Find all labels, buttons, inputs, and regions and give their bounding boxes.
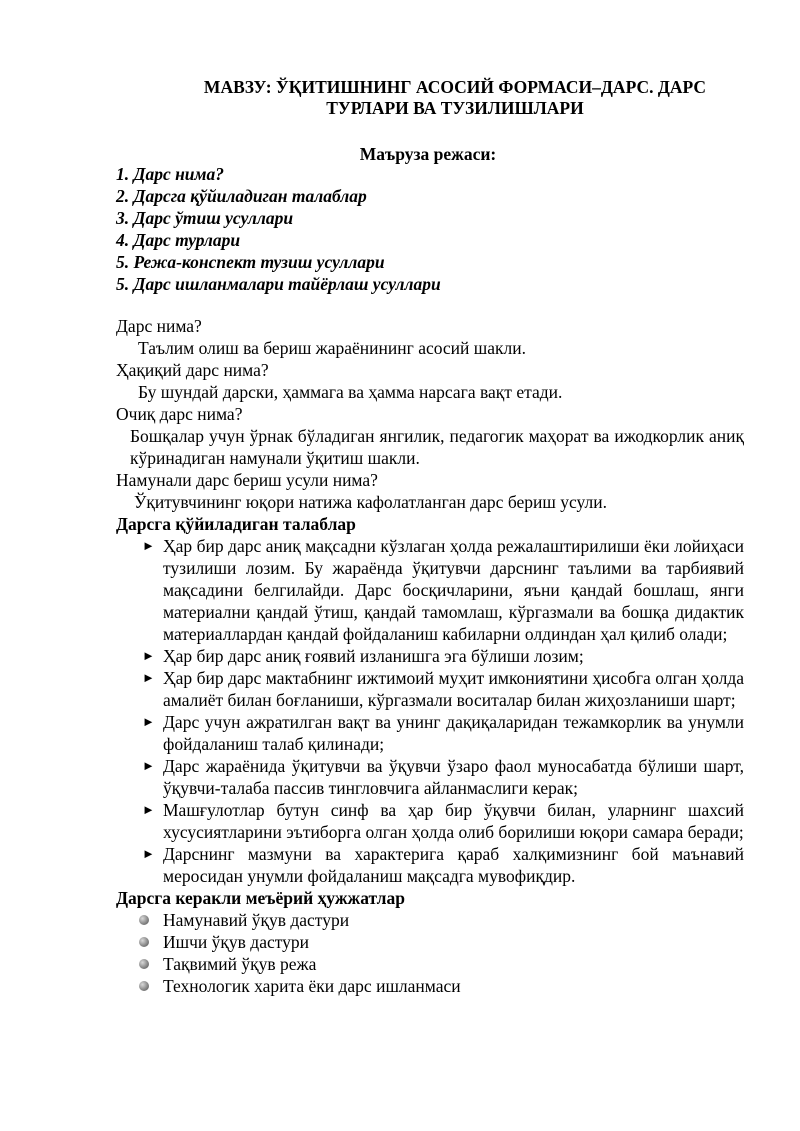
requirement-text: Дарс жараёнида ўқитувчи ва ўқувчи ўзаро фаол муносабатда бўлиши шарт, ўқувчи-талаба пассив тингловчига айланмаслиги керак; [163,756,744,798]
question-1: Дарс нима? [116,316,202,336]
requirements-list [116,535,744,887]
requirement-text: Ҳар бир дарс мактабнинг ижтимоий муҳит имкониятини ҳисобга олган ҳолда амалиёт билан боғланиши, кўргазмали воситалар билан жиҳозланиши шарт; [163,668,744,710]
requirement-item [116,667,744,711]
question-4: Намунали дарс бериш усули нима? [116,470,378,490]
question-2: Ҳақиқий дарс нима? [116,360,269,380]
plan-item: 4. Дарс турлари [116,230,241,250]
answer-4: Ўқитувчининг юқори натижа кафолатланган дарс бериш усули. [134,492,607,512]
requirement-text: Дарснинг мазмуни ва характерига қараб халқимизнинг бой маънавий меросидан унумли фойдаланиш мақсадга мувофиқдир. [163,844,744,886]
triangle-bullet-icon: ► [142,714,155,729]
question-3: Очиқ дарс нима? [116,404,243,424]
answer-1: Таълим олиш ва бериш жараёнининг асосий шакли. [138,338,526,358]
requirement-item [116,535,744,645]
answer-3: Бошқалар учун ўрнак бўладиган янгилик, педагогик маҳорат ва ижодкорлик аниқ кўринадиган намунали ўқитиш шакли. [130,426,744,468]
round-bullet-icon [139,937,149,947]
document-item-text: Тақвимий ўқув режа [163,954,317,974]
requirement-item [116,645,744,667]
triangle-bullet-icon: ► [142,648,155,663]
document-item [116,975,744,997]
plan-item: 5. Дарс ишланмалари тайёрлаш усуллари [116,274,441,294]
documents-heading: Дарсга керакли меъёрий ҳужжатлар [116,888,405,908]
plan-item: 3. Дарс ўтиш усуллари [116,208,294,228]
triangle-bullet-icon: ► [142,758,155,773]
requirement-item [116,843,744,887]
title-line-1: МАВЗУ: ЎҚИТИШНИНГ АСОСИЙ ФОРМАСИ–ДАРС. ДАРС [203,77,707,97]
lecture-plan-heading: Маърузa режаси: [359,144,497,164]
document-item-text: Технологик харита ёки дарс ишланмаси [163,976,461,996]
lecture-plan-list [116,163,441,295]
requirement-item [116,799,744,843]
requirement-text: Ҳар бир дарс аниқ ғоявий изланишга эга бўлиши лозим; [163,646,584,666]
document-item [116,909,744,931]
title-line-2: ТУРЛАРИ ВА ТУЗИЛИШЛАРИ [326,98,584,118]
document-item [116,931,744,953]
plan-item: 2. Дарсга қўйиладиган талаблар [116,186,367,206]
document-item [116,953,744,975]
triangle-bullet-icon: ► [142,670,155,685]
document-item-text: Ишчи ўқув дастури [163,932,310,952]
document-title [150,77,760,119]
round-bullet-icon [139,981,149,991]
plan-item: 1. Дарс нима? [116,164,225,184]
requirement-text: Дарс учун ажратилган вақт ва унинг дақиқаларидан тежамкорлик ва унумли фойдаланиш талаб қилинади; [163,712,744,754]
requirement-item [116,755,744,799]
requirements-heading: Дарсга қўйиладиган талаблар [116,514,356,534]
document-body [116,315,744,997]
requirement-text: Ҳар бир дарс аниқ мақсадни кўзлаган ҳолда режалаштирилиши ёки лойиҳаси тузилиши лозим. Бу жараёнда ўқитувчи дарснинг таълими ва тарбиявий мақсадини белгилайди. Дарс босқичларини, яъни қандай бошлаш, янги материални қандай ўтиш, қандай тамомлаш, кўргазмали ва бошқа дидактик материаллардан қандай фойдаланиш кабиларни олдиндан ҳал қилиб олади; [163,536,744,644]
document-item-text: Намунавий ўқув дастури [163,910,350,930]
triangle-bullet-icon: ► [142,802,155,817]
round-bullet-icon [139,959,149,969]
triangle-bullet-icon: ► [142,538,155,553]
plan-item: 5. Режа-конспект тузиш усуллари [116,252,385,272]
answer-2: Бу шундай дарски, ҳаммага ва ҳамма нарсага вақт етади. [138,382,563,402]
documents-list [116,909,744,997]
requirement-text: Машғулотлар бутун синф ва ҳар бир ўқувчи билан, уларнинг шахсий хусусиятларини эътиборга олган ҳолда олиб борилиши юқори самара беради; [163,800,744,842]
triangle-bullet-icon: ► [142,846,155,861]
requirement-item [116,711,744,755]
round-bullet-icon [139,915,149,925]
